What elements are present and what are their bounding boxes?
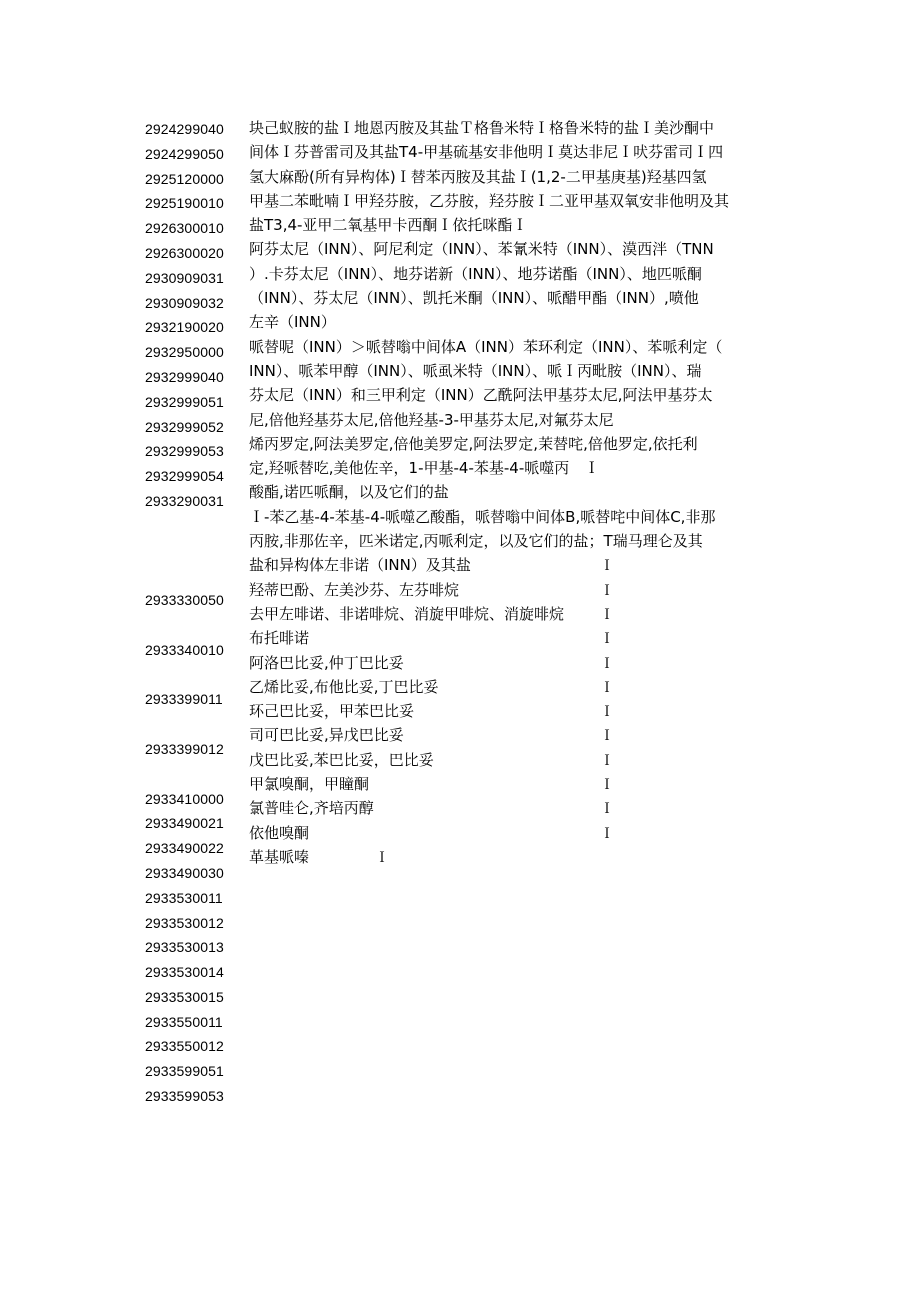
code-entry: 2933530011 (145, 889, 223, 906)
line-text: 环己巴比妥，甲苯巴比妥 (249, 702, 415, 721)
line-text: 乙烯比妥,布他比妥,丁巴比妥 (249, 677, 439, 696)
separator-mark: Ｉ (600, 800, 614, 817)
separator-mark: Ｉ (375, 848, 389, 865)
code-spacer (145, 663, 245, 688)
code-entry: 2933330050 (145, 592, 224, 609)
description-line: 哌替呢（INN）＞哌替嗡中间体A（INN）苯环利定（INN）、苯哌利定（ (249, 337, 723, 356)
code-entry: 2932190020 (145, 319, 224, 336)
separator-mark: Ｉ (600, 630, 614, 647)
code-entry: 2926300010 (145, 220, 224, 237)
code-entry: 2926300020 (145, 244, 224, 261)
description-column (249, 116, 889, 869)
code-entry: 2933530014 (145, 964, 224, 981)
description-line: Ｉ-苯乙基-4-苯基-4-哌噬乙酸酯，哌替嗡中间体B,哌替咤中间体C,非那 (249, 507, 716, 526)
description-line (249, 723, 614, 747)
code-entry: 2933599051 (145, 1063, 224, 1080)
code-entry: 2933490030 (145, 864, 224, 881)
separator-mark: Ｉ (600, 776, 614, 793)
line-text: 布托啡诺 (249, 629, 310, 648)
code-spacer (145, 539, 245, 564)
code-entry: 2933399012 (145, 740, 224, 757)
code-entry: 2930909031 (145, 269, 224, 286)
description-line: 烯丙罗定,阿法美罗定,倍他美罗定,阿法罗定,茉替咤,倍他罗定,依托利 (249, 434, 698, 453)
description-line (249, 553, 614, 577)
line-text: 盐和异构体左非诺（INN）及其盐 (249, 556, 471, 575)
code-entry: 2933530015 (145, 988, 224, 1005)
description-line (249, 845, 389, 869)
code-spacer (145, 563, 245, 588)
description-line: 间体Ｉ芬普雷司及其盐T4-甲基硫基安非他明Ｉ莫达非尼Ｉ吠芬雷司Ｉ四 (249, 143, 724, 162)
code-spacer (145, 762, 245, 787)
code-entry: 2932950000 (145, 344, 224, 361)
line-text: 依他嗅酮 (249, 823, 310, 842)
separator-mark: Ｉ (600, 605, 614, 622)
code-entry: 2933490021 (145, 815, 224, 832)
code-entry: 2924299040 (145, 121, 224, 137)
description-line: ）.卡芬太尼（INN）、地芬诺新（INN）、地芬诺酯（INN）、地匹哌酮 (249, 264, 702, 283)
code-entry: 2932999051 (145, 393, 224, 410)
code-spacer (145, 514, 245, 539)
line-text: 戊巴比妥,苯巴比妥，巴比妥 (249, 750, 434, 769)
code-entry: 2933410000 (145, 790, 224, 807)
description-line (249, 651, 614, 675)
code-entry: 2933530013 (145, 939, 224, 956)
code-entry: 2933399011 (145, 691, 223, 708)
description-line (249, 821, 614, 845)
description-line: 定,羟哌替吃,美他佐辛，1-甲基-4-苯基-4-哌噬丙 Ｉ (249, 459, 600, 478)
line-text: 羟蒂巴酚、左美沙芬、左芬啡烷 (249, 580, 460, 599)
line-text: 去甲左啡诺、非诺啡烷、消旋甲啡烷、消旋啡烷 (249, 604, 565, 623)
description-line (249, 748, 614, 772)
description-line (249, 626, 614, 650)
code-entry: 2932999053 (145, 443, 224, 460)
description-line: 块己蚁胺的盐Ｉ地恩丙胺及其盐Ｔ格鲁米特Ｉ格鲁米特的盐Ｉ美沙酮中 (249, 119, 715, 137)
separator-mark: Ｉ (600, 703, 614, 720)
description-line: 左辛（INN） (249, 313, 336, 332)
description-line: 阿芬太尼（INN）、阿尼利定（INN）、苯氰米特（INN）、漠西泮（TNN (249, 240, 714, 259)
description-line: 氢大麻酚(所有异构体)Ｉ替苯丙胺及其盐Ｉ(1,2-二甲基庚基)羟基四氢 (249, 167, 707, 186)
code-entry: 2924299050 (145, 145, 224, 162)
line-text: 阿洛巴比妥,仲丁巴比妥 (249, 653, 404, 672)
description-line: 芬太尼（INN）和三甲利定（INN）乙酰阿法甲基芬太尼,阿法甲基芬太 (249, 386, 713, 405)
description-line: 酸酯,诺匹哌酮，以及它们的盐 (249, 483, 449, 502)
code-spacer (145, 613, 245, 638)
code-entry: 2933340010 (145, 641, 224, 658)
line-text: 氯普哇仑,齐培丙醇 (249, 799, 374, 818)
code-entry: 2933530012 (145, 914, 224, 931)
line-text: 司可巴比妥,异戊巴比妥 (249, 726, 404, 745)
separator-mark: Ｉ (600, 581, 614, 598)
description-line (249, 699, 614, 723)
code-entry: 2933550011 (145, 1013, 223, 1030)
separator-mark: Ｉ (600, 751, 614, 768)
description-line: 尼,倍他羟基芬太尼,倍他羟基-3-甲基芬太尼,对氟芬太尼 (249, 410, 614, 429)
description-line (249, 578, 614, 602)
description-line (249, 675, 614, 699)
code-spacer (145, 712, 245, 737)
code-entry: 2925120000 (145, 170, 224, 187)
separator-mark: Ｉ (600, 824, 614, 841)
description-line: （INN）、芬太尼（INN）、凯托米酮（INN）、哌醋甲酯（INN）,喷他 (249, 289, 699, 308)
code-entry: 2930909032 (145, 294, 224, 311)
code-entry: 2932999040 (145, 368, 224, 385)
code-entry: 2932999054 (145, 468, 224, 485)
code-entry: 2933290031 (145, 492, 224, 509)
separator-mark: Ｉ (600, 727, 614, 744)
description-line (249, 602, 614, 626)
description-line: 盐T3,4-亚甲二氧基甲卡西酮Ｉ依托咪酯Ｉ (249, 216, 528, 235)
line-text: 甲氯嗅酮，甲瞳酮 (249, 775, 370, 794)
description-line: INN）、哌苯甲醇（INN）、哌虱米特（INN）、哌Ｉ丙毗胺（INN）、瑞 (249, 361, 702, 380)
description-line: 甲基二苯毗喃Ｉ甲羟芬胺，乙芬胺，羟芬胺Ｉ二亚甲基双氧安非他明及其 (249, 191, 730, 210)
code-entry: 2933599053 (145, 1088, 224, 1105)
code-entry: 2925190010 (145, 195, 224, 212)
line-text: 革基哌嗪 (249, 847, 310, 866)
description-line (249, 796, 614, 820)
code-column (145, 117, 245, 1174)
code-entry: 2933550012 (145, 1038, 224, 1055)
separator-mark: Ｉ (600, 654, 614, 671)
code-entry: 2933490022 (145, 840, 224, 857)
description-line: 丙胺,非那佐辛，匹米诺定,丙哌利定，以及它们的盐；T瑞马理仑及其 (249, 532, 703, 551)
separator-mark: Ｉ (600, 678, 614, 695)
description-line (249, 772, 614, 796)
code-entry: 2932999052 (145, 418, 224, 435)
separator-mark: Ｉ (600, 557, 614, 574)
